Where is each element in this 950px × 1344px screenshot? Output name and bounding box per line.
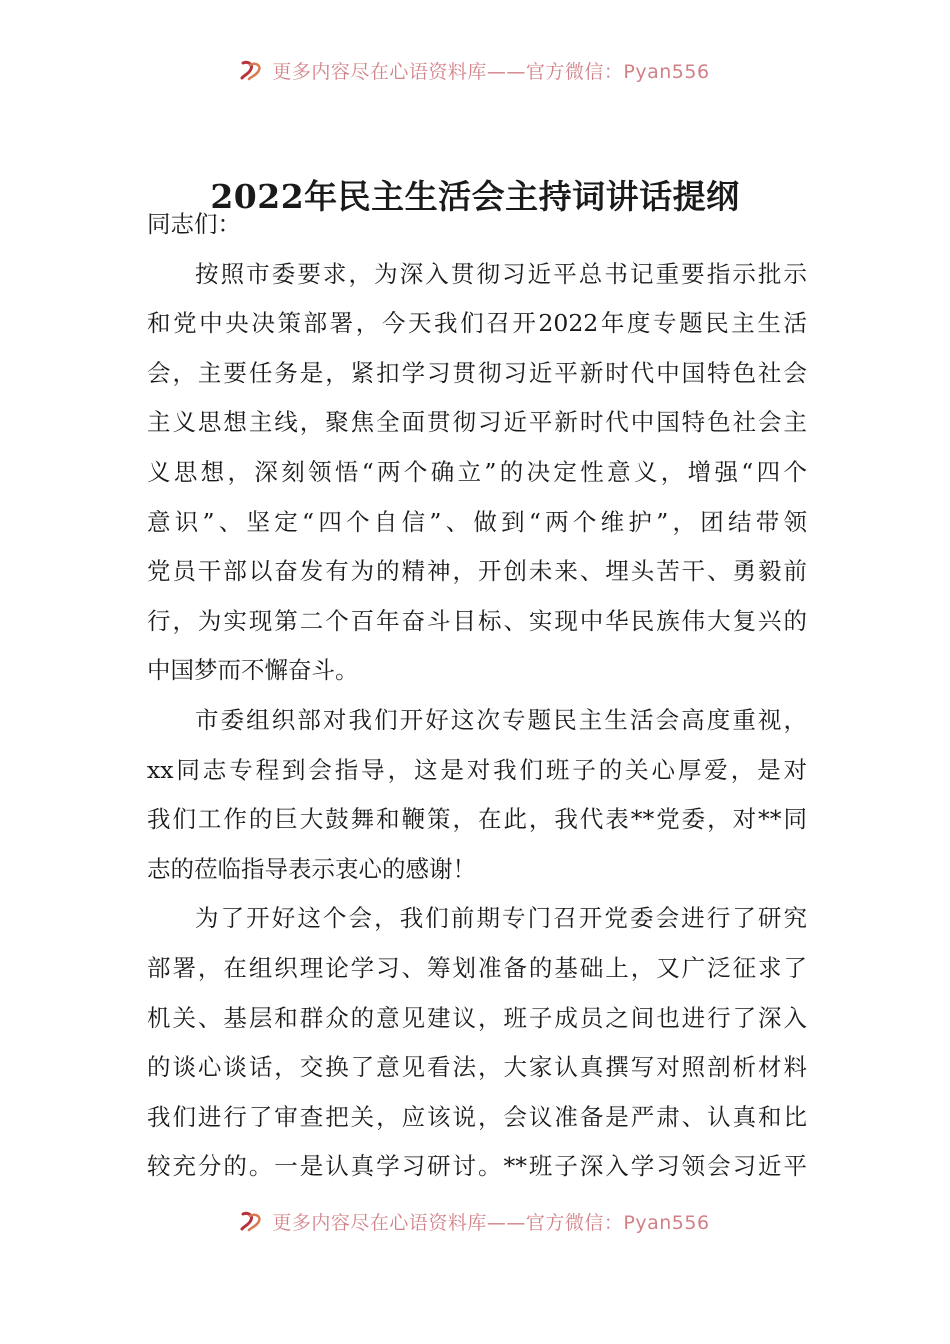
document-title: 2022年民主生活会主持词讲话提纲 [210, 177, 740, 216]
text-line: 党员干部以奋发有为的精神，开创未来、埋头苦干、勇毅前 [147, 557, 807, 586]
text-line: 义思想，深刻领悟“两个确立”的决定性意义，增强“四个 [147, 457, 807, 486]
text-line: 的谈心谈话，交换了意见看法，大家认真撰写对照剖析材料 [147, 1053, 807, 1082]
header-watermark [0, 55, 950, 85]
text-line: 按照市委要求，为深入贯彻习近平总书记重要指示批示 [195, 259, 807, 288]
text-line: 意识”、坚定“四个自信”、做到“两个维护”，团结带领 [147, 507, 807, 536]
paragraph-1 [147, 250, 807, 696]
text-line: 行，为实现第二个百年奋斗目标、实现中华民族伟大复兴的 [147, 606, 807, 635]
text-line: 和党中央决策部署，今天我们召开2022年度专题民主生活 [147, 309, 807, 338]
footer-watermark [0, 1206, 950, 1236]
text-line: 市委组织部对我们开好这次专题民主生活会高度重视， [195, 705, 807, 734]
watermark-text: 更多内容尽在心语资料库——官方微信：Pyan556 [272, 60, 710, 83]
document-body [147, 200, 807, 1192]
watermark-text: 更多内容尽在心语资料库——官方微信：Pyan556 [272, 1211, 710, 1234]
text-line: xx同志专程到会指导，这是对我们班子的关心厚爱，是对 [147, 755, 807, 784]
text-line: 会，主要任务是，紧扣学习贯彻习近平新时代中国特色社会 [147, 358, 807, 387]
text-line: 较充分的。一是认真学习研讨。**班子深入学习领会习近平 [147, 1152, 807, 1181]
text-line: 机关、基层和群众的意见建议，班子成员之间也进行了深入 [147, 1003, 807, 1032]
watermark-logo-icon [240, 1210, 264, 1232]
text-line: 中国梦而不懈奋斗。 [147, 656, 359, 685]
text-line: 我们工作的巨大鼓舞和鞭策，在此，我代表**党委，对**同 [147, 805, 807, 834]
text-line: 为了开好这个会，我们前期专门召开党委会进行了研究 [195, 904, 807, 933]
paragraph-3 [147, 894, 807, 1192]
text-line: 主义思想主线，聚焦全面贯彻习近平新时代中国特色社会主 [147, 408, 807, 437]
text-line: 部署，在组织理论学习、筹划准备的基础上，又广泛征求了 [147, 953, 807, 982]
text-line: 志的莅临指导表示衷心的感谢！ [147, 854, 476, 883]
watermark-logo-icon [240, 59, 264, 81]
text-line: 我们进行了审查把关，应该说，会议准备是严肃、认真和比 [147, 1102, 807, 1131]
paragraph-2 [147, 696, 807, 894]
salutation: 同志们： [147, 210, 241, 238]
